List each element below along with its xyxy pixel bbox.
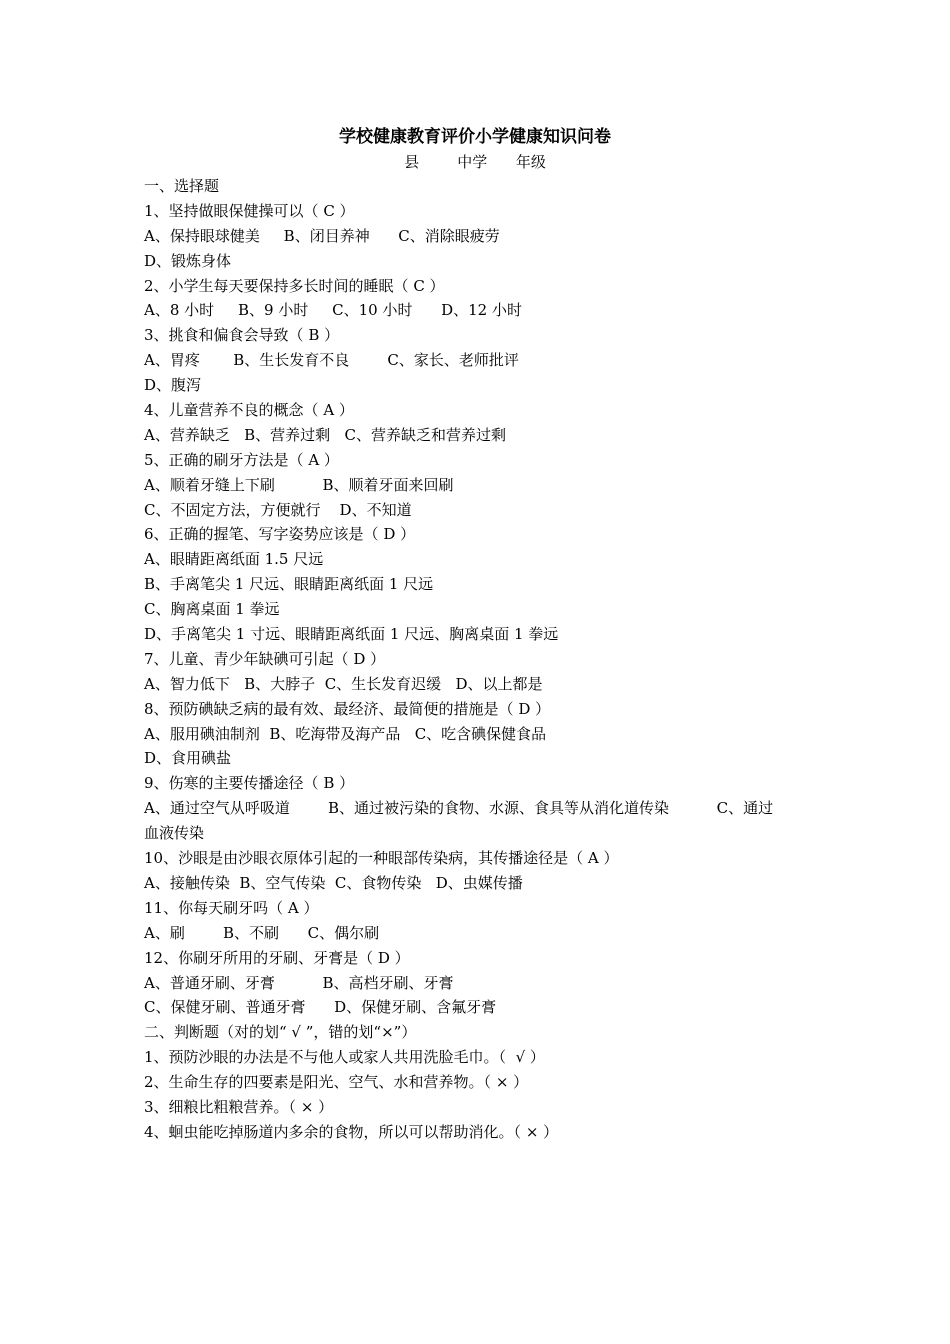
document-line: 二、判断题（对的划“ √ ”，错的划“×”）	[144, 1023, 417, 1042]
document-line: 3、细粮比粗粮营养。（ × ）	[144, 1097, 334, 1116]
document-line: 1、预防沙眼的办法是不与他人或家人共用洗脸毛巾。（ √ ）	[144, 1048, 545, 1067]
document-line: 7、儿童、青少年缺碘可引起（ D ）	[144, 649, 386, 668]
document-line: A、保持眼球健美 B、闭目养神 C、消除眼疲劳	[144, 226, 500, 245]
document-line: A、刷 B、不刷 C、偶尔刷	[144, 923, 380, 942]
document-line: A、8 小时 B、9 小时 C、10 小时 D、12 小时	[144, 301, 522, 320]
document-line: 8、预防碘缺乏病的最有效、最经济、最简便的措施是（ D ）	[144, 699, 551, 718]
document-line: 5、正确的刷牙方法是（ A ）	[144, 450, 339, 469]
document-body	[144, 174, 814, 1145]
document-line: 2、小学生每天要保持多长时间的睡眠（ C ）	[144, 276, 445, 295]
document-line: 血液传染	[144, 824, 205, 843]
document-line: D、食用碘盐	[144, 749, 232, 768]
document-line: A、通过空气从呼吸道 B、通过被污染的食物、水源、食具等从消化道传染 C、通过	[144, 799, 774, 818]
document-line: A、服用碘油制剂 B、吃海带及海产品 C、吃含碘保健食品	[144, 724, 547, 743]
document-line: 4、蛔虫能吃掉肠道内多余的食物，所以可以帮助消化。（ × ）	[144, 1122, 559, 1141]
document-line: A、胃疼 B、生长发育不良 C、家长、老师批评	[144, 351, 519, 370]
document-line: 一、选择题	[144, 177, 220, 195]
document-line: C、不固定方法，方便就行 D、不知道	[144, 500, 412, 519]
document-line: 9、伤寒的主要传播途径（ B ）	[144, 774, 355, 793]
document-line: D、锻炼身体	[144, 251, 232, 270]
document-line: A、智力低下 B、大脖子 C、生长发育迟缓 D、以上都是	[144, 674, 543, 693]
document-line: 2、生命生存的四要素是阳光、空气、水和营养物。（ × ）	[144, 1073, 529, 1092]
document-line: A、顺着牙缝上下刷 B、顺着牙面来回刷	[144, 475, 454, 494]
document-line: B、手离笔尖 1 尺远、眼睛距离纸面 1 尺远	[144, 575, 434, 594]
document-line: 3、挑食和偏食会导致（ B ）	[144, 326, 340, 345]
document-line: A、眼睛距离纸面 1.5 尺远	[144, 550, 324, 569]
document-line: 4、儿童营养不良的概念（ A ）	[144, 401, 354, 420]
document-line: 12、你刷牙所用的牙刷、牙膏是（ D ）	[144, 948, 410, 967]
document-line: C、保健牙刷、普通牙膏 D、保健牙刷、含氟牙膏	[144, 998, 497, 1017]
document-line: 1、坚持做眼保健操可以（ C ）	[144, 201, 355, 220]
document-line: A、普通牙刷、牙膏 B、高档牙刷、牙膏	[144, 973, 454, 992]
document-line: D、腹泻	[144, 376, 202, 395]
document-line: 6、正确的握笔、写字姿势应该是（ D ）	[144, 525, 416, 544]
document-line: 10、沙眼是由沙眼衣原体引起的一种眼部传染病，其传播途径是（ A ）	[144, 849, 619, 868]
document-subtitle: 县 中学 年级	[404, 153, 546, 171]
document-line: C、胸离桌面 1 拳远	[144, 600, 280, 619]
document-title: 学校健康教育评价小学健康知识问卷	[339, 127, 611, 147]
document-line: 11、你每天刷牙吗（ A ）	[144, 898, 319, 917]
document-line: A、接触传染 B、空气传染 C、食物传染 D、虫媒传播	[144, 873, 523, 892]
document-line: D、手离笔尖 1 寸远、眼睛距离纸面 1 尺远、胸离桌面 1 拳远	[144, 625, 559, 644]
document-line: A、营养缺乏 B、营养过剩 C、营养缺乏和营养过剩	[144, 425, 506, 444]
